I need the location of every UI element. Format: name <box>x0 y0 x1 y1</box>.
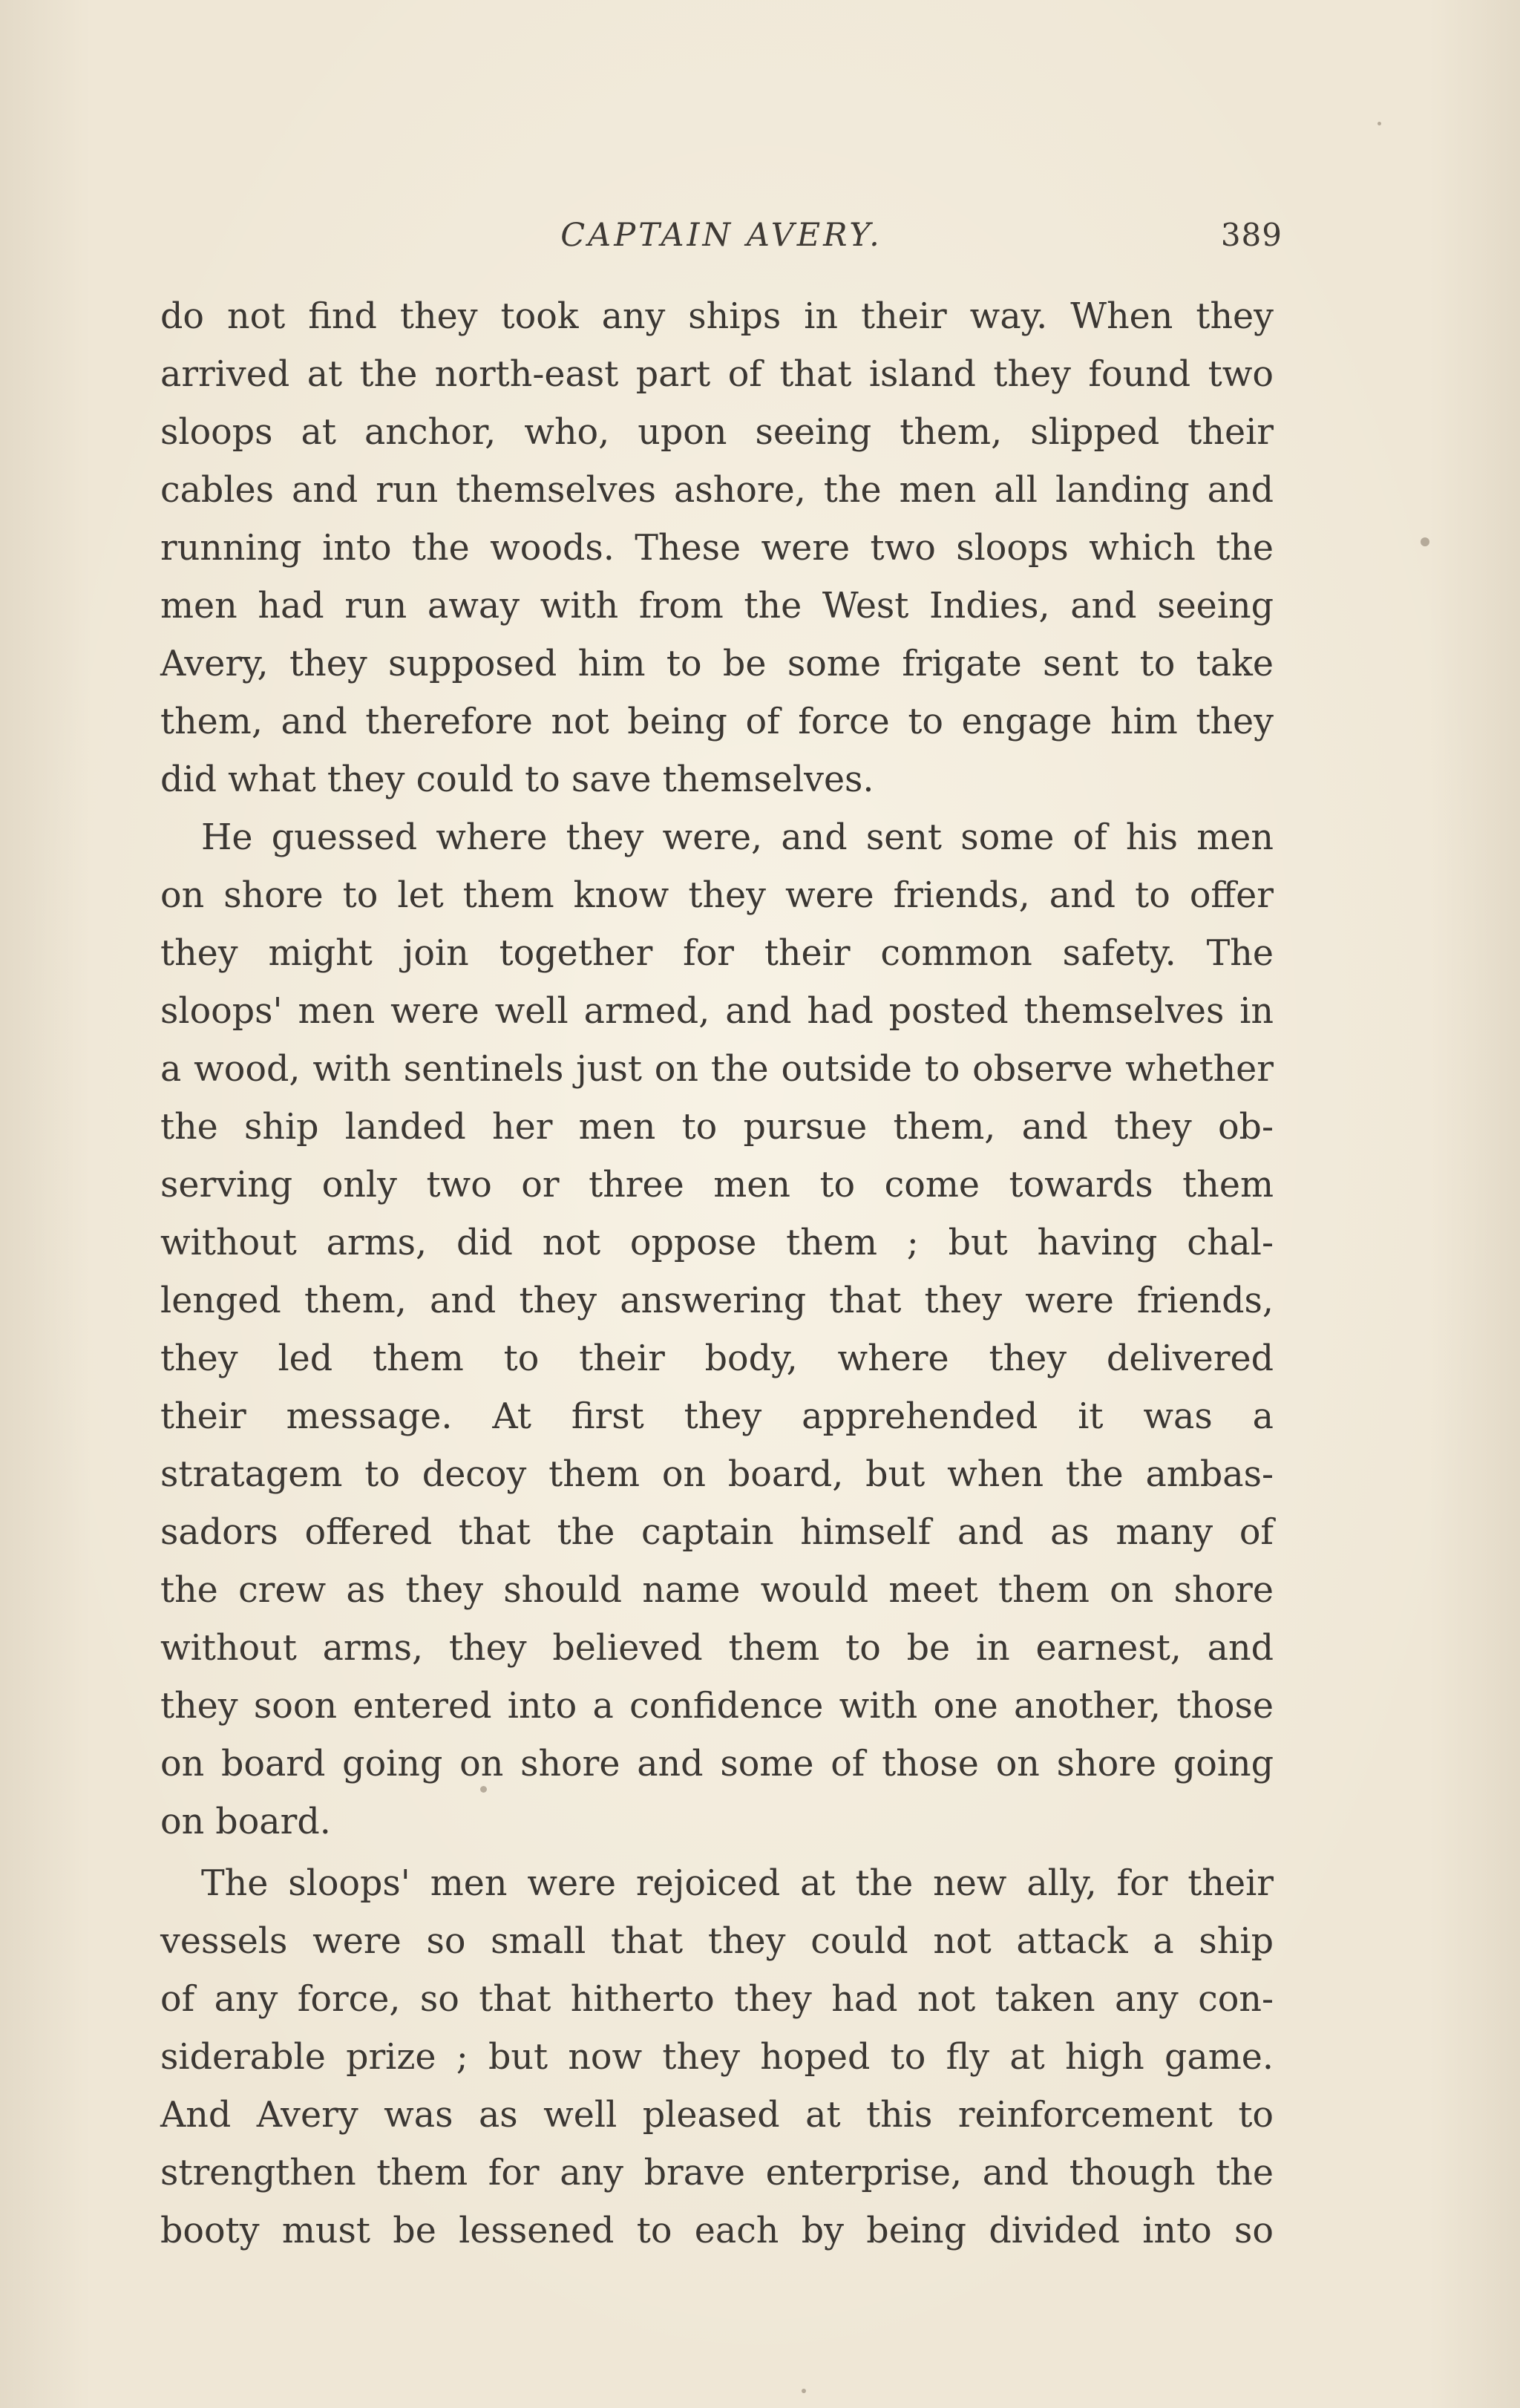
text-line: cables and run themselves ashore, the men all landing and <box>160 470 1274 511</box>
running-title: CAPTAIN AVERY. <box>560 217 882 254</box>
text-line: The sloops' men were rejoiced at the new ally, for their <box>201 1863 1274 1904</box>
text-line: on board going on shore and some of those on shore going <box>160 1744 1274 1784</box>
text-line: lenged them, and they answering that they were friends, <box>160 1280 1274 1321</box>
ink-speck <box>480 1786 487 1793</box>
text-line: they soon entered into a confidence with one another, those <box>160 1686 1274 1727</box>
text-line: vessels were so small that they could not attack a ship <box>160 1921 1274 1962</box>
ink-speck <box>1421 537 1429 546</box>
text-line: sadors offered that the captain himself and as many of <box>160 1512 1274 1553</box>
text-line: sloops' men were well armed, and had posted themselves in <box>160 991 1274 1032</box>
text-line: Avery, they supposed him to be some frigate sent to take <box>160 644 1274 684</box>
text-line: them, and therefore not being of force to engage him they <box>160 701 1274 742</box>
text-line: running into the woods. These were two sloops which the <box>160 528 1274 569</box>
text-line: a wood, with sentinels just on the outside to observe whether <box>160 1049 1274 1090</box>
text-line: do not find they took any ships in their way. When they <box>160 296 1274 337</box>
text-line: sloops at anchor, who, upon seeing them, slipped their <box>160 412 1274 453</box>
text-line: strengthen them for any brave enterprise, and though the <box>160 2153 1274 2193</box>
text-line: they might join together for their common safety. The <box>160 933 1274 974</box>
text-line: siderable prize ; but now they hoped to fly at high game. <box>160 2037 1274 2078</box>
text-line: arrived at the north-east part of that island they found two <box>160 354 1274 395</box>
text-line: stratagem to decoy them on board, but when the ambas- <box>160 1454 1274 1495</box>
running-head <box>160 209 1282 261</box>
text-line: on shore to let them know they were friends, and to offer <box>160 875 1274 916</box>
body-text <box>160 288 1274 2260</box>
text-line: without arms, they believed them to be in earnest, and <box>160 1628 1274 1669</box>
text-line: booty must be lessened to each by being divided into so <box>160 2211 1274 2251</box>
ink-speck <box>802 2389 806 2393</box>
text-line: of any force, so that hitherto they had not taken any con- <box>160 1979 1274 2020</box>
text-line: men had run away with from the West Indies, and seeing <box>160 586 1274 626</box>
text-line: the crew as they should name would meet them on shore <box>160 1570 1274 1611</box>
text-line: their message. At first they apprehended it was a <box>160 1396 1274 1437</box>
text-line: on board. <box>160 1802 331 1842</box>
text-line: without arms, did not oppose them ; but having chal- <box>160 1223 1274 1263</box>
text-line: did what they could to save themselves. <box>160 759 874 800</box>
text-line: they led them to their body, where they delivered <box>160 1338 1274 1379</box>
text-line: And Avery was as well pleased at this reinforcement to <box>160 2095 1274 2136</box>
text-line: serving only two or three men to come towards them <box>160 1165 1274 1205</box>
text-line: He guessed where they were, and sent some of his men <box>201 817 1274 858</box>
ink-speck <box>1378 122 1381 125</box>
text-line: the ship landed her men to pursue them, and they ob- <box>160 1107 1274 1148</box>
page-number: 389 <box>1220 217 1282 253</box>
